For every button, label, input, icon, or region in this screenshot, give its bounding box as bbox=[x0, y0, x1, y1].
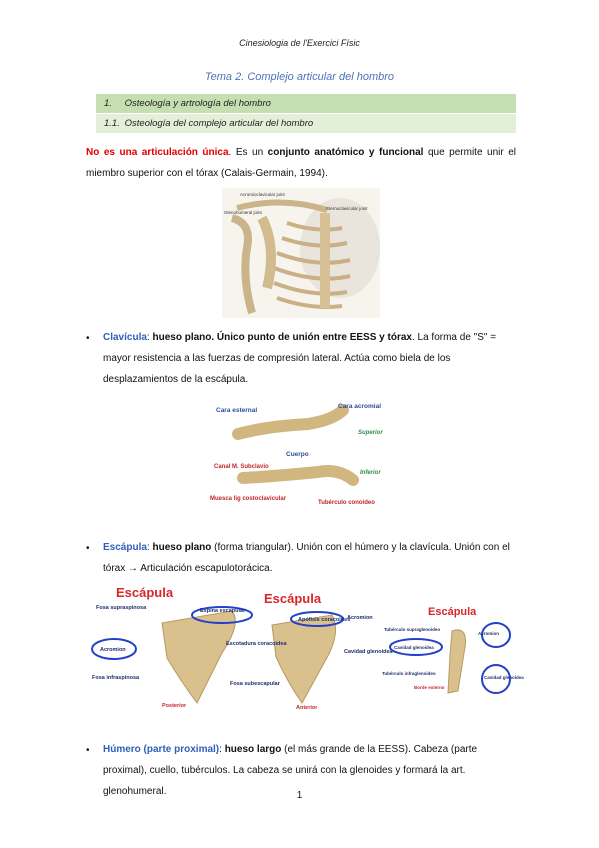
fig3-label: Acromion bbox=[347, 615, 373, 621]
fig3-label: Cavidad glenoidea bbox=[344, 649, 393, 655]
heading-text: Osteología del complejo articular del hombro bbox=[124, 118, 314, 129]
intro-text: . Es un bbox=[228, 147, 268, 158]
fig2-label: Muesca lig costoclavicular bbox=[210, 496, 287, 502]
fig1-label: Sternoclavicular joint bbox=[326, 206, 368, 211]
heading-text: Osteología y artrología del hombro bbox=[124, 98, 271, 109]
fig3-label: Tubérculo supraglenoideo bbox=[384, 627, 441, 632]
clavicula-term: Clavícula bbox=[103, 332, 147, 343]
fig3-title: Escápula bbox=[116, 585, 174, 600]
bullet: • bbox=[86, 333, 90, 344]
fig3-label: Escotadura coracoidea bbox=[226, 641, 287, 647]
fig3-title: Escápula bbox=[428, 606, 477, 618]
clavicle-figure bbox=[208, 398, 394, 510]
colon: : bbox=[146, 332, 153, 343]
fig3-label: Tubérculo infraglenoideo bbox=[382, 671, 436, 676]
fig2-label: Cuerpo bbox=[286, 451, 309, 458]
fig2-label: Cara acromial bbox=[338, 403, 381, 410]
fig2-label: Tubérculo conoideo bbox=[318, 500, 375, 506]
fig3-label: Acromion bbox=[100, 647, 126, 653]
section-title: Tema 2. Complejo articular del hombro bbox=[204, 71, 395, 83]
humero-text: (el más grande de la EESS). Cabeza (parte proximal), cuello, tubérculos. La cabeza se unirá con la glenoides y formará la art. glenohumeral. bbox=[103, 744, 478, 797]
intro-paragraph bbox=[86, 142, 516, 184]
heading-band-2 bbox=[96, 114, 516, 133]
fig2-label: Canal M. Subclavio bbox=[214, 464, 269, 470]
fig3-label: Fosa subescapular bbox=[230, 681, 280, 687]
colon: : bbox=[146, 542, 153, 553]
escapula-bold: hueso plano bbox=[152, 542, 212, 553]
page-number: 1 bbox=[296, 790, 303, 801]
escapula-text: (forma triangular). Unión con el húmero y la clavícula. Unión con el tórax → Articulación escapulotorácica. bbox=[103, 542, 510, 574]
clavicula-item bbox=[103, 327, 515, 390]
fig1-label: Acromioclavicular joint bbox=[240, 192, 285, 197]
running-header: Cinesiologia de l'Exercici Físic bbox=[239, 38, 360, 48]
fig3-label: Posterior bbox=[162, 703, 187, 709]
bullet: • bbox=[86, 543, 90, 554]
colon: : bbox=[219, 744, 225, 755]
fig3-label: Espina escapular bbox=[200, 608, 246, 614]
fig2-label: Superior bbox=[358, 430, 383, 436]
shoulder-skeleton-figure bbox=[222, 188, 380, 318]
clavicula-bold: hueso plano. Único punto de unión entre EESS y tórax bbox=[152, 332, 412, 343]
intro-text: que permite unir el miembro superior con el tórax (Calais-Germain, 1994). bbox=[86, 147, 517, 179]
heading-band-1 bbox=[96, 94, 516, 113]
humero-term: Húmero (parte proximal) bbox=[103, 744, 220, 755]
humero-bold: hueso largo bbox=[224, 744, 282, 755]
fig3-label: Acromion bbox=[478, 631, 500, 636]
fig3-label: Anterior bbox=[296, 705, 318, 711]
fig3-label: Fosa infraspinosa bbox=[92, 675, 140, 681]
fig3-label: Fosa supraspinosa bbox=[96, 605, 147, 611]
clavicula-text: . La forma de "S" = mayor resistencia a las fuerzas de compresión lateral. Actúa como biela de los desplazamientos de la escápula. bbox=[103, 332, 497, 385]
intro-lead: No es una articulación única bbox=[86, 147, 229, 158]
intro-bold: conjunto anatómico y funcional bbox=[267, 147, 424, 158]
fig3-label: Apófisis coracoides bbox=[298, 617, 351, 623]
escapula-term: Escápula bbox=[103, 542, 147, 553]
heading-number: 1.1. bbox=[104, 118, 120, 129]
bullet: • bbox=[86, 745, 90, 756]
fig3-label: Cavidad glenoidea bbox=[484, 675, 524, 680]
escapula-item bbox=[103, 537, 515, 579]
fig3-title: Escápula bbox=[264, 591, 322, 606]
fig1-label: Glenohumeral joint bbox=[224, 210, 262, 215]
fig2-label: Inferior bbox=[360, 470, 381, 476]
fig3-label: Borde externo bbox=[414, 685, 445, 690]
heading-number: 1. bbox=[104, 98, 112, 109]
fig2-label: Cara esternal bbox=[216, 407, 258, 414]
scapula-figure bbox=[92, 583, 524, 713]
fig3-label: Cavidad glenoidea bbox=[394, 645, 434, 650]
